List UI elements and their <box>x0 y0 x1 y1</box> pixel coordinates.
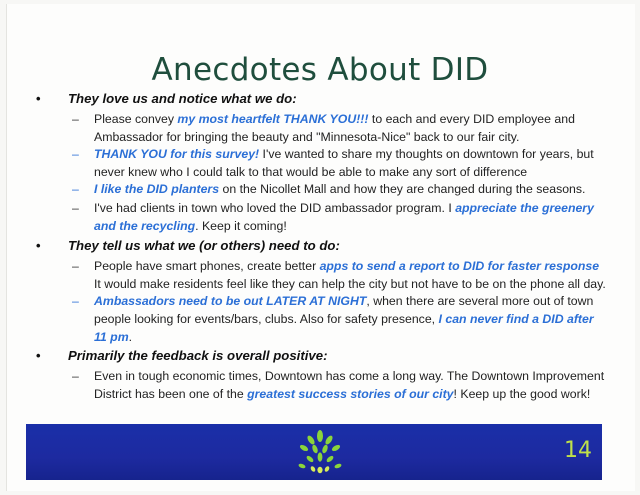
dash-icon: – <box>72 182 79 196</box>
bullet-icon: • <box>36 91 41 106</box>
bullet-icon: • <box>36 238 41 253</box>
slide-title: Anecdotes About DID <box>151 52 489 88</box>
section-heading-text: They love us and notice what we do: <box>68 91 297 106</box>
page-number: 14 <box>564 438 592 463</box>
dash-icon: – <box>72 259 79 273</box>
bullet-icon: • <box>36 348 41 363</box>
dash-icon: – <box>72 147 79 161</box>
section-heading-text: They tell us what we (or others) need to do: <box>68 238 340 253</box>
list-item: – I've had clients in town who loved the DID ambassador program. I appreciate the greenery and the recycling. Keep it coming! <box>72 201 594 233</box>
section-heading <box>36 238 340 253</box>
dash-icon: – <box>72 112 79 126</box>
list-item: – Even in tough economic times, Downtown has come a long way. The Downtown Improvement District has been one of the greatest success stories of our city! Keep up the good work! <box>72 369 605 401</box>
section-heading <box>36 91 297 106</box>
dash-icon: – <box>72 201 79 215</box>
list-item: – THANK YOU for this survey! I've wanted to share my thoughts on downtown for years, but never knew who I could talk to that would be able to make any sort of difference <box>72 147 594 179</box>
dash-icon: – <box>72 369 79 383</box>
section-heading <box>36 348 328 363</box>
list-item: – Please convey my most heartfelt THANK YOU!!! to each and every DID employee and Ambassador for bringing the beauty and "Minnesota-Nice" back to our fair city. <box>72 112 575 144</box>
list-item: – People have smart phones, create better apps to send a report to DID for faster response It would make residents feel like they can help the city but not have to be on the phone all day. <box>72 259 606 291</box>
list-item: – Ambassadors need to be out LATER AT NIGHT, when there are several more out of town people looking for events/bars, clubs. Also for safety presence, I can never find a DID after 11 pm. <box>72 294 594 344</box>
leaf-logo-icon <box>294 426 346 478</box>
dash-icon: – <box>72 294 79 308</box>
section-heading-text: Primarily the feedback is overall positive: <box>68 348 328 363</box>
list-item: – I like the DID planters on the Nicollet Mall and how they are changed during the seasons. <box>72 182 586 196</box>
footer-banner <box>26 424 602 480</box>
